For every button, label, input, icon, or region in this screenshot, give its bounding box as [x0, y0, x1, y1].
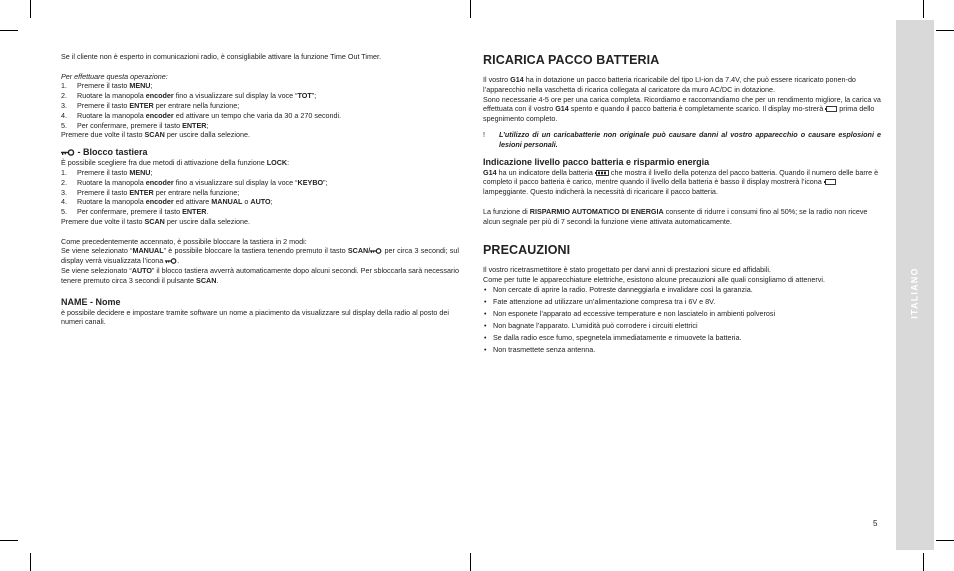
tot-intro: Se il cliente non è esperto in comunicazioni radio, è consigliabile attivare la funzione Time Out Timer.: [61, 52, 382, 61]
precautions-p1: Il vostro ricetrasmettitore è stato progettato per darvi anni di prestazioni sicure ed affidabili.: [483, 265, 771, 275]
lock-exit: Premere due volte il tasto SCAN per uscire dalla selezione.: [61, 216, 250, 226]
battery-p4: La funzione di RISPARMIO AUTOMATICO DI ENERGIA consente di ridurre i consumi fino al 50%; se la radio non riceve alcun segnale per più di 7 secondi la funzione viene attivata automaticamente.: [483, 206, 868, 226]
list-item: 1. Premere il tasto MENU;: [61, 167, 153, 177]
center-crop-mark: [470, 0, 471, 18]
lock-modes-intro: Come precedentemente accennato, è possibile bloccare la tastiera in 2 modi:: [61, 236, 307, 246]
precautions-list: [483, 285, 881, 355]
list-item: 5. Per confermare, premere il tasto ENTER.: [61, 207, 209, 217]
language-label: ITALIANO: [910, 267, 920, 319]
list-item: 1. Premere il tasto MENU;: [61, 81, 153, 91]
lock-heading: - Blocco tastiera: [61, 146, 459, 158]
list-item: • Non esponete l’apparato ad eccessive temperature e non lasciatelo in ambienti polverosi: [484, 308, 776, 318]
crop-mark: [30, 553, 31, 571]
list-item: • Fate attenzione ad utilizzare un’alimentazione compresa tra i 6V e 8V.: [484, 296, 716, 306]
lock-steps: [61, 168, 459, 217]
crop-mark: [923, 553, 924, 571]
left-column: [61, 52, 459, 327]
name-text: è possibile decidere e impostare tramite software un nome a piacimento da visualizzare sul display della radio al posto dei numeri canali.: [61, 307, 449, 327]
tot-steps: [61, 81, 459, 130]
battery-p1: Il vostro G14 ha in dotazione un pacco batteria ricaricabile del tipo LI-ion da 7.4V, che può essere ricaricato ponen-do l’apparecchio nella vaschetta di ricarica collegata al caricatore da muro AC/DC in dotazione.: [483, 75, 856, 94]
lock-manual-text: Se viene selezionato “MANUAL” è possibile bloccare la tastiera tenendo premuto il tasto SCAN/ per circa 3 secondi; sul display verrà visualizzata l’icona .: [61, 246, 459, 266]
tot-lead: Per effettuare questa operazione:: [61, 71, 168, 81]
list-item: 4. Ruotare la manopola encoder ed attivare un tempo che varia da 30 a 270 secondi.: [61, 110, 342, 120]
list-item: 3. Premere il tasto ENTER per entrare nella funzione;: [61, 187, 240, 197]
battery-heading: RICARICA PACCO BATTERIA: [483, 53, 660, 67]
battery-p3: G14 ha un indicatore della batteria che mostra il livello della potenza del pacco batteria. Quando il numero delle barre è completo il pacco batteria è carico, mentre quando il livello della batteria è basso il display mostrerà l’icona lampeggiante. Questo indicherà la necessità di ricaricare il pacco batteria.: [483, 167, 879, 197]
list-item: 2. Ruotare la manopola encoder fino a visualizzare sul display la voce “TOT”;: [61, 91, 317, 101]
empty-battery-icon: [825, 106, 837, 112]
list-item: 3. Premere il tasto ENTER per entrare nella funzione;: [61, 100, 240, 110]
list-item: 5. Per confermare, premere il tasto ENTER;: [61, 120, 209, 130]
key-icon: [61, 149, 75, 156]
battery-level-icon: [595, 170, 609, 176]
battery-warning: ! L’utilizzo di un caricabatterie non originale può causare danni al vostro apparecchio o causare esplosioni e lesioni personali.: [483, 129, 881, 149]
battery-p2: Sono necessarie 4-5 ore per una carica completa. Ricordiamo e raccomandiamo che per un rendimento migliore, la carica va effettuata con il vostro G14 spento e quando il pacco batteria è completamente scarico. Il display mo-strerà prima dello spegnimento completo.: [483, 94, 881, 124]
crop-mark: [936, 540, 954, 541]
list-item: • Non cercate di aprire la radio. Potreste danneggiarla e invalidare così la garanzia.: [484, 284, 753, 294]
list-item: 2. Ruotare la manopola encoder fino a visualizzare sul display la voce “KEYBO”;: [61, 177, 328, 187]
page-number: 5: [873, 519, 878, 528]
empty-battery-icon: [824, 179, 836, 185]
lock-auto-text: Se viene selezionato “AUTO” il blocco tastiera avverrà automaticamente dopo alcuni secondi. Per sbloccarla sarà necessario tenere premuto circa 3 secondi il pulsante SCAN.: [61, 265, 459, 285]
name-heading: NAME - Nome: [61, 296, 121, 307]
key-icon: [165, 258, 177, 264]
lock-intro: È possibile scegliere fra due metodi di attivazione della funzione LOCK:: [61, 158, 290, 168]
precautions-heading: PRECAUZIONI: [483, 243, 571, 258]
list-item: • Non bagnate l’apparato. L’umidità può corrodere i circuiti elettrici: [484, 320, 698, 330]
list-item: • Se dalla radio esce fumo, spegnetela immediatamente e rimuovete la batteria.: [484, 332, 742, 342]
crop-mark: [923, 0, 924, 18]
crop-mark: [0, 30, 18, 31]
crop-mark: [936, 30, 954, 31]
list-item: 4. Ruotare la manopola encoder ed attivare MANUAL o AUTO;: [61, 197, 273, 207]
key-icon: [370, 248, 382, 254]
tot-exit: Premere due volte il tasto SCAN per uscire dalla selezione.: [61, 130, 250, 140]
right-column: [483, 52, 881, 357]
list-item: • Non trasmettete senza antenna.: [484, 344, 596, 354]
crop-mark: [0, 540, 18, 541]
battery-level-heading: Indicazione livello pacco batteria e risparmio energia: [483, 156, 710, 167]
crop-mark: [30, 0, 31, 18]
center-crop-mark: [470, 553, 471, 571]
precautions-p2: Come per tutte le apparecchiature elettriche, esistono alcune precauzioni alle quali consigliamo di attenervi.: [483, 275, 825, 285]
